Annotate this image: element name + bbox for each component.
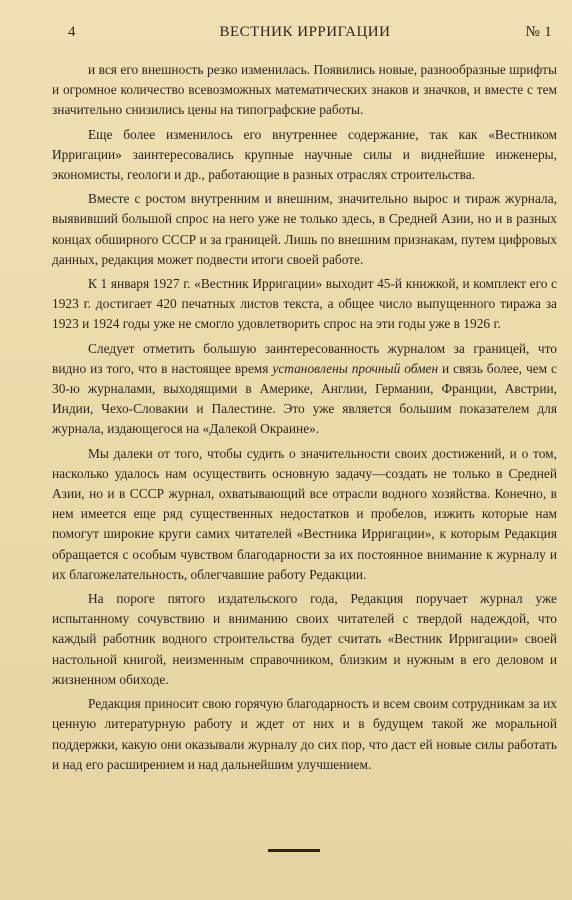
paragraph-5 — [52, 339, 557, 440]
journal-title: ВЕСТНИК ИРРИГАЦИИ — [219, 24, 391, 40]
end-divider — [268, 849, 320, 852]
paragraph-3: Вместе с ростом внутренним и внешним, значительно вырос и тираж журнала, выявивший большой спрос на него уже не только здесь, в Средней Азии, но и в разных концах обширного СССР и за границей. Лишь по внешним признакам, путем цифровых данных, редакция может подвести итоги своей работе. — [52, 191, 557, 267]
paragraph-6: Мы далеки от того, чтобы судить о значительности своих достижений, и о том, насколько удалось нам осуществить основную задачу—создать не только в Средней Азии, но и в СССР журнал, охватывающий все отрасли водного хозяйства. Конечно, в нем имеется еще ряд существенных недостатков и пробелов, изжить которые нам помогут широкие круги самих читателей «Вестника Ирригации», к которым Редакция обращается с особым чувством благодарности за их постоянное внимание к журналу и их благожелательность, облегчавшие работу Редакции. — [52, 445, 557, 582]
issue-number: № 1 — [525, 24, 552, 40]
paragraph-7: На пороге пятого издательского года, Редакция поручает журнал уже испытанному сочувствию и вниманию своих читателей с твердой надеждой, что каждый работник водного строительства будет считать «Вестник Ирригации» своей настольной книгой, неизменным справочником, близким и нужным в его деловом и жизненном обиходе. — [52, 591, 557, 687]
paragraph-5-start: Следует отметить большую заинтересованность журналом за границей, что видно из того, что в настоящее время — [52, 340, 557, 376]
page-header — [52, 22, 558, 48]
paragraph-4: К 1 января 1927 г. «Вестник Ирригации» выходит 45-й книжкой, и комплект его с 1923 г. достигает 420 печатных листов текста, а общее число выпущенного тиража за 1923 и 1924 годы уже не смогло удовлетворить спрос на эти годы уже в 1926 г. — [52, 276, 557, 332]
paragraph-5-emphasis: установлены прочный обмен — [272, 360, 439, 376]
paragraph-2: Еще более изменилось его внутреннее содержание, так как «Вестником Ирригации» заинтересовались крупные научные силы и виднейшие инженеры, экономисты, геологи и др., работающие в разных отраслях строительства. — [52, 126, 557, 183]
paragraph-8: Редакция приносит свою горячую благодарность и всем своим сотрудникам за их ценную литературную работу и ждет от них и в будущем такой же моральной поддержки, какую они оказывали журналу до сих пор, что даст ей новые силы работать и над его расширением и над дальнейшим улучшением. — [52, 696, 557, 772]
page-number: 4 — [68, 24, 76, 40]
article-body — [52, 60, 557, 775]
paragraph-1: и вся его внешность резко изменилась. Появились новые, разнообразные шрифты и огромное количество всевозможных математических знаков и значков, и вместе с тем значительно снизились цены на типографские работы. — [52, 62, 557, 118]
paragraph-5-end: и связь более, чем с 30-ю журналами, выходящими в Америке, Англии, Германии, Франции, Австрии, Индии, Чехо-Словакии и Палестине. Это уже является большим показателем для журнала, издающегося на «Далекой Окраине». — [52, 360, 557, 437]
